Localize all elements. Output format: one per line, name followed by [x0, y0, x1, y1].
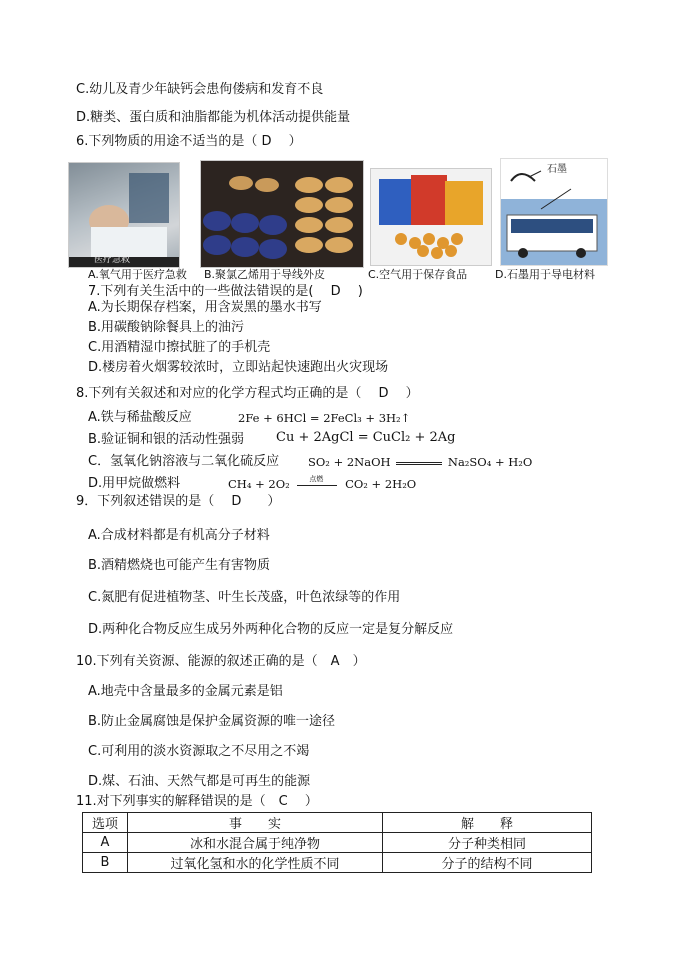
question-10-option-b: B.防止金属腐蚀是保护金属资源的唯一途径: [88, 714, 336, 729]
question-8-option-b-equation: Cu + 2AgCl = CuCl₂ + 2Ag: [276, 430, 456, 445]
question-10-option-a: A.地壳中含量最多的金属元素是铝: [88, 684, 283, 699]
option-c-previous: C.幼儿及青少年缺钙会患佝偻病和发育不良: [76, 82, 324, 97]
photo-a-label: 医疗急救: [94, 255, 131, 265]
medical-oxygen-photo: [68, 162, 180, 268]
equation-d-products: CO₂ + 2H₂O: [345, 477, 417, 491]
equation-c-products: Na₂SO₄ + H₂O: [447, 455, 533, 469]
table-cell-explanation: 分子的结构不同: [383, 853, 592, 873]
photo-b-caption: B.聚氯乙烯用于导线外皮: [204, 268, 326, 281]
table-row: [83, 853, 592, 873]
equation-c-equals-sign: [396, 462, 442, 465]
facts-table: [82, 812, 592, 873]
question-9-option-b: B.酒精燃烧也可能产生有害物质: [88, 558, 271, 573]
question-9-option-c: C.氮肥有促进植物茎、叶生长茂盛，叶色浓绿等的作用: [88, 590, 401, 605]
table-header-fact: 事 实: [128, 813, 383, 833]
question-8-option-a-text: A.铁与稀盐酸反应: [88, 410, 192, 425]
pvc-wire-photo: [200, 160, 364, 268]
question-7-option-b: B.用碳酸钠除餐具上的油污: [88, 320, 245, 335]
question-10: 10.下列有关资源、能源的叙述正确的是（ A ）: [76, 654, 366, 669]
table-cell-option: B: [83, 853, 128, 873]
table-header-explanation: 解 释: [383, 813, 592, 833]
question-7-option-d: D.楼房着火烟雾较浓时，立即站起快速跑出火灾现场: [88, 360, 389, 375]
question-8: 8.下列有关叙述和对应的化学方程式均正确的是（ D ）: [76, 386, 419, 401]
question-8-option-d-equation: [228, 476, 416, 492]
question-8-option-c-text: C．氢氧化钠溶液与二氧化硫反应: [88, 454, 280, 469]
equation-c-reactants: SO₂ + 2NaOH: [308, 455, 391, 469]
table-cell-option: A: [83, 833, 128, 853]
question-6: 6.下列物质的用途不适当的是（ D ）: [76, 134, 302, 149]
equation-d-condition-arrow: [297, 474, 337, 486]
question-9: 9．下列叙述错误的是（ D ）: [76, 494, 281, 509]
question-10-option-d: D.煤、石油、天然气都是可再生的能源: [88, 774, 311, 789]
option-d-previous: D.糖类、蛋白质和油脂都能为机体活动提供能量: [76, 110, 351, 125]
question-10-option-c: C.可利用的淡水资源取之不尽用之不竭: [88, 744, 310, 759]
equation-d-condition: 点燃: [309, 474, 324, 483]
question-8-option-d-text: D.用甲烷做燃料: [88, 476, 181, 491]
question-9-option-d: D.两种化合物反应生成另外两种化合物的反应一定是复分解反应: [88, 622, 454, 637]
question-7-option-c: C.用酒精湿巾擦拭脏了的手机壳: [88, 340, 271, 355]
table-cell-fact: 过氧化氢和水的化学性质不同: [128, 853, 383, 873]
question-9-option-a: A.合成材料都是有机高分子材料: [88, 528, 270, 543]
question-7-option-a: A.为长期保存档案，用含炭黑的墨水书写: [88, 300, 322, 315]
question-7: 7.下列有关生活中的一些做法错误的是( D ): [88, 284, 363, 299]
question-8-option-b-text: B.验证铜和银的活动性强弱: [88, 432, 245, 447]
table-cell-explanation: 分子种类相同: [383, 833, 592, 853]
question-8-option-a-equation: 2Fe + 6HCl = 2FeCl₃ + 3H₂↑: [238, 411, 411, 425]
table-header-option: 选项: [83, 813, 128, 833]
photo-a-caption: A.氧气用于医疗急救: [88, 268, 187, 281]
equation-d-reactants: CH₄ + 2O₂: [228, 477, 290, 491]
photo-d-label: 石墨: [547, 164, 567, 175]
photo-d-caption: D.石墨用于导电材料: [495, 268, 595, 281]
trolley-bus-photo: [500, 158, 608, 266]
question-8-option-c-equation: [308, 454, 532, 470]
food-package-photo: [370, 168, 492, 266]
question-11: 11.对下列事实的解释错误的是（ C ）: [76, 794, 318, 809]
table-row: [83, 833, 592, 853]
photo-c-caption: C.空气用于保存食品: [368, 268, 468, 281]
table-header-row: [83, 813, 592, 833]
table-cell-fact: 冰和水混合属于纯净物: [128, 833, 383, 853]
